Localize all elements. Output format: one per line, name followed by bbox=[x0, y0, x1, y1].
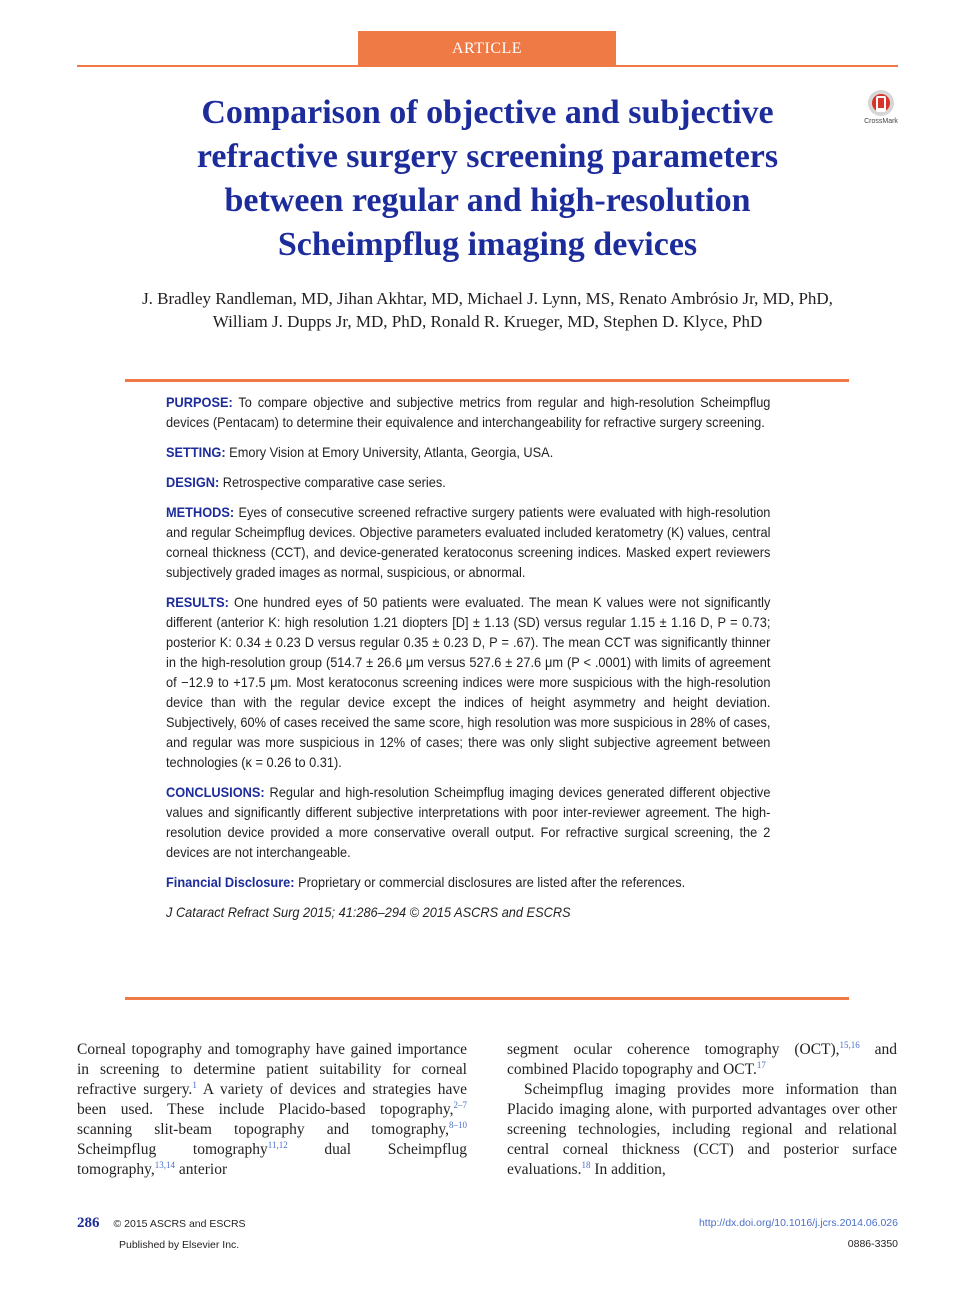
reference-link[interactable]: 15,16 bbox=[839, 1039, 860, 1050]
abstract-top-rule bbox=[125, 379, 849, 382]
disclosure-text: Proprietary or commercial disclosures are listed after the references. bbox=[298, 875, 686, 890]
abstract-methods bbox=[166, 503, 770, 583]
body-text: Scheimpflug imaging provides more information than Placido imaging alone, with purported advantages over other screening technologies, including regional and relational central corneal thickness (CCT) and posterior surface evaluations. bbox=[507, 1081, 897, 1178]
body-text: Corneal topography and tomography have gained importance in screening to determine patient suitability for corneal refractive surgery. bbox=[77, 1041, 467, 1098]
financial-disclosure bbox=[166, 873, 770, 893]
conclusions-label: CONCLUSIONS: bbox=[166, 785, 265, 800]
setting-text: Emory Vision at Emory University, Atlanta, Georgia, USA. bbox=[229, 445, 554, 460]
reference-link[interactable]: 18 bbox=[581, 1159, 591, 1170]
author-line: J. Bradley Randleman, MD, Jihan Akhtar, MD, Michael J. Lynn, MS, Renato Ambrósio Jr, MD, PhD, bbox=[142, 289, 833, 308]
body-column-left bbox=[77, 1040, 467, 1180]
body-text: anterior bbox=[175, 1161, 228, 1178]
design-label: DESIGN: bbox=[166, 475, 220, 490]
body-column-right bbox=[507, 1040, 897, 1180]
footer-left bbox=[77, 1213, 246, 1256]
body-paragraph bbox=[77, 1040, 467, 1180]
article-type-label: ARTICLE bbox=[451, 40, 523, 57]
abstract-setting bbox=[166, 443, 770, 463]
reference-link[interactable]: 11,12 bbox=[267, 1139, 288, 1150]
setting-label: SETTING: bbox=[166, 445, 226, 460]
conclusions-text: Regular and high-resolution Scheimpflug imaging devices generated different objective values and significantly different subjective interpretations with poor inter-reviewer agreement. The high-resolution device provided a more conservative overall output. For refractive surgical screening, the 2 devices are not interchangeable. bbox=[166, 785, 771, 860]
reference-link[interactable]: 13,14 bbox=[154, 1159, 176, 1170]
header-rule bbox=[77, 65, 898, 67]
publisher-note: Published by Elsevier Inc. bbox=[119, 1239, 240, 1251]
reference-link[interactable]: 2–7 bbox=[453, 1099, 467, 1110]
abstract-design bbox=[166, 473, 770, 493]
body-text: In addition, bbox=[590, 1161, 666, 1178]
abstract-bottom-rule bbox=[125, 997, 849, 1000]
reference-link[interactable]: 17 bbox=[756, 1059, 766, 1070]
abstract-conclusions bbox=[166, 783, 770, 863]
journal-citation: J Cataract Refract Surg 2015; 41:286–294 © 2015 ASCRS and ESCRS bbox=[166, 905, 571, 920]
purpose-text: To compare objective and subjective metrics from regular and high-resolution Scheimpflug devices (Pentacam) to determine their equivalence and interchangeability for refractive surgery screening. bbox=[166, 395, 771, 430]
body-text: scanning slit-beam topography and tomography, bbox=[77, 1121, 449, 1138]
issn: 0886-3350 bbox=[847, 1238, 898, 1250]
reference-link[interactable]: 8–10 bbox=[449, 1119, 467, 1130]
abstract bbox=[166, 393, 770, 933]
results-text: One hundred eyes of 50 patients were evaluated. The mean K values were not significantly different (anterior K: high resolution 1.21 diopters [D] ± 1.13 (SD) versus regular 1.15 ± 1.16 D, P = 0.73; posterior K: 0.34 ± 0.23 D versus regular 0.35 ± 0.23 D, P = .67). The mean CCT was significantly thinner in the high-resolution group (514.7 ± 26.6 μm versus 527.6 ± 27.6 μm (P < .0001) with limits of agreement of −12.9 to +17.5 μm. Most keratoconus screening indices were more suspicious with the high-resolution device than with the regular device except the indices of height asymmetry and height deviation. Subjectively, 60% of cases received the same score, high resolution was more suspicious in 28% of cases, and regular was more suspicious in 12% of cases; there was only slight subjective agreement between technologies (κ = 0.26 to 0.31). bbox=[166, 595, 771, 770]
methods-label: METHODS: bbox=[166, 505, 235, 520]
doi-link[interactable]: http://dx.doi.org/10.1016/j.jcrs.2014.06.026 bbox=[698, 1217, 898, 1229]
copyright-notice: © 2015 ASCRS and ESCRS bbox=[113, 1218, 246, 1230]
design-text: Retrospective comparative case series. bbox=[222, 475, 446, 490]
title-line: refractive surgery screening parameters bbox=[196, 138, 779, 175]
title-line: Comparison of objective and subjective bbox=[201, 94, 774, 131]
methods-text: Eyes of consecutive screened refractive surgery patients were evaluated with high-resolution and regular Scheimpflug devices. Objective parameters evaluated included keratometry (K) values, central corneal thickness (CCT), and device-generated keratoconus screening indices. Masked expert reviewers subjectively graded images as normal, suspicious, or abnormal. bbox=[166, 505, 771, 580]
body-text: Scheimpflug tomography bbox=[77, 1141, 268, 1158]
article-type-tab bbox=[358, 31, 616, 66]
purpose-label: PURPOSE: bbox=[166, 395, 233, 410]
page-number: 286 bbox=[77, 1215, 100, 1231]
body-text: segment ocular coherence tomography (OCT), bbox=[507, 1041, 840, 1058]
body-text: A variety of devices and strategies have been used. These include Placido-based topography, bbox=[77, 1081, 467, 1118]
author-list bbox=[70, 287, 905, 333]
abstract-purpose bbox=[166, 393, 770, 433]
body-text: and combined Placido topography and OCT. bbox=[507, 1041, 897, 1078]
body-paragraph bbox=[507, 1080, 897, 1180]
title-line: between regular and high-resolution bbox=[224, 182, 751, 219]
body-text: dual Scheimpflug tomography, bbox=[77, 1141, 467, 1178]
author-line: William J. Dupps Jr, MD, PhD, Ronald R. Krueger, MD, Stephen D. Klyce, PhD bbox=[212, 312, 763, 331]
title-line: Scheimpflug imaging devices bbox=[277, 226, 698, 263]
footer-right bbox=[699, 1213, 898, 1255]
abstract-results bbox=[166, 593, 770, 773]
body-paragraph bbox=[507, 1040, 897, 1080]
results-label: RESULTS: bbox=[166, 595, 229, 610]
reference-link[interactable]: 1 bbox=[192, 1079, 197, 1090]
article-title bbox=[130, 91, 845, 267]
disclosure-label: Financial Disclosure: bbox=[166, 875, 295, 890]
crossmark-label: CrossMark bbox=[864, 118, 898, 125]
